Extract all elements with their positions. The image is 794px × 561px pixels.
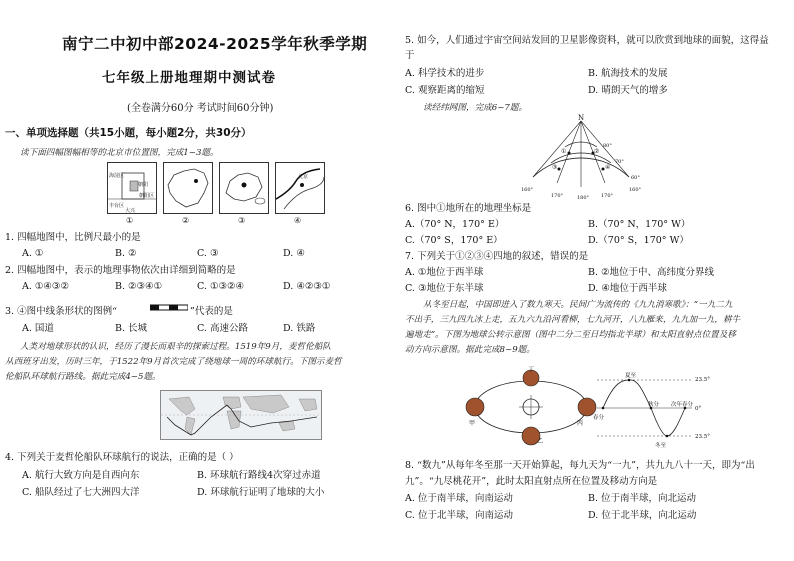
q7-option-d[interactable]: D. ④地位于西半球	[588, 283, 667, 294]
q6-option-b[interactable]: B.（70° N，170° W）	[588, 219, 691, 230]
q7-stem: 7. 下列关于①②③④四地的叙述，错误的是	[405, 251, 589, 262]
exam-title: 七年级上册地理期中测试卷	[102, 70, 276, 86]
q2-stem: 2. 四幅地图中，表示的地理事物依次由详细到简略的是	[5, 265, 236, 276]
q6-stem: 6. 图中①地所在的地理坐标是	[405, 203, 532, 214]
q3-stem-a: 3. ④图中线条形状的图例“	[5, 306, 117, 317]
q7-option-a[interactable]: A. ①地位于西半球	[405, 267, 484, 278]
q5-option-c[interactable]: C. 观察距离的缩短	[405, 85, 485, 96]
map1-label-e: 朝阳区	[139, 193, 155, 199]
q2-option-a[interactable]: A. ①④③②	[22, 281, 69, 292]
sun-label-lat-s: 23.5°	[695, 434, 710, 440]
lat-label-60: 60°	[631, 175, 640, 181]
beijing-map-2	[163, 162, 213, 214]
map-number-2: ②	[182, 216, 190, 225]
graticule-north: N	[578, 114, 585, 122]
q5-option-a[interactable]: A. 科学技术的进步	[405, 68, 485, 79]
point-label-1: ①	[561, 148, 567, 155]
q7-option-c[interactable]: C. ③地位于东半球	[405, 283, 484, 294]
lon-label-1: 160°	[521, 187, 534, 193]
section-title: 一、单项选择题（共15小题，每小题2分，共30分）	[5, 127, 252, 139]
magellan-route-map	[160, 390, 322, 440]
q3-option-c[interactable]: C. 高速公路	[197, 323, 248, 334]
q5-option-d[interactable]: D. 晴朗天气的增多	[588, 85, 668, 96]
point-label-2: ②	[594, 148, 600, 155]
sun-label-xiazhi: 夏至	[625, 373, 637, 379]
exam-info: (全卷满分60分 考试时间60分钟)	[127, 103, 274, 114]
map-number-4: ④	[294, 216, 302, 225]
q3-option-d[interactable]: D. 铁路	[283, 323, 316, 334]
q3-option-a[interactable]: A. 国道	[22, 323, 54, 334]
lat-label-80: 80°	[603, 143, 612, 149]
intro-4-5-line-1: 人类对地球形状的认识，经历了漫长而艰辛的探索过程。1519年9月，麦哲伦船队	[20, 342, 331, 352]
q8-option-a[interactable]: A. 位于南半球，向南运动	[405, 493, 513, 504]
intro-8-9-line-4: 动方向示意图。据此完成8~9题。	[405, 345, 535, 355]
map1-label-city: 朝阳	[138, 182, 149, 188]
sun-label-next-chunfen: 次年春分	[671, 402, 694, 408]
q8-option-c[interactable]: C. 位于北半球，向南运动	[405, 510, 513, 521]
railway-legend-icon	[150, 304, 188, 312]
orbit-label-bing: 丙	[577, 420, 584, 427]
map1-label-w: 丰台区	[109, 203, 125, 209]
point-label-4: ④	[605, 164, 611, 171]
q4-option-a[interactable]: A. 航行大致方向是自西向东	[22, 470, 140, 481]
intro-4-5-line-2: 从西班牙出发，历时三年，于1522年9月首次完成了绕地球一周的环球航行。下图示麦哲	[5, 357, 342, 367]
lon-label-3: 180°	[577, 195, 590, 201]
q1-option-d[interactable]: D. ④	[283, 248, 305, 259]
q3-option-b[interactable]: B. 长城	[115, 323, 148, 334]
lat-label-70: 70°	[615, 159, 624, 165]
q4-stem: 4. 下列关于麦哲伦船队环球航行的说法，正确的是（ ）	[5, 452, 239, 463]
beijing-map-1	[107, 162, 157, 214]
intro-8-9-line-2: 不出手，三九四九冰上走，五九六九沿河看柳，七九河开，八九雁来，九九加一九，耕牛	[405, 315, 741, 325]
map-number-1: ①	[126, 216, 134, 225]
sun-label-lat-0: 0°	[695, 406, 702, 412]
sun-label-dongzhi: 冬至	[655, 443, 667, 449]
school-title: 南宁二中初中部2024-2025学年秋季学期	[62, 35, 368, 53]
orbit-label-ding: 丁	[528, 366, 535, 373]
map1-label-n: 海淀区	[109, 173, 125, 179]
q1-option-c[interactable]: C. ③	[197, 248, 219, 259]
q8-stem-2: 九”。“九尽桃花开”，此时太阳直射点所在位置及移动方向是	[405, 476, 658, 487]
q1-stem: 1. 四幅地图中，比例尺最小的是	[5, 232, 141, 243]
q5-stem-1: 5. 如今，人们通过宇宙空间站发回的卫星影像资料，就可以欣赏到地球的面貌，这得益	[405, 35, 769, 46]
point-label-3: ③	[552, 164, 558, 171]
q2-option-d[interactable]: D. ④②③①	[283, 281, 331, 292]
q8-option-b[interactable]: B. 位于南半球，向北运动	[588, 493, 697, 504]
q4-option-d[interactable]: D. 环球航行证明了地球的大小	[197, 487, 325, 498]
q1-option-b[interactable]: B. ②	[115, 248, 137, 259]
q7-option-b[interactable]: B. ②地位于中、高纬度分界线	[588, 267, 715, 278]
orbit-label-yi: 乙	[537, 438, 544, 445]
orbit-label-jia: 甲	[469, 420, 476, 427]
lon-label-4: 170°	[601, 193, 614, 199]
intro-8-9-line-1: 从冬至日起，中国即进入了数九寒天。民间广为流传的《九九消寒歌》：“一九二九	[423, 300, 733, 310]
q2-option-c[interactable]: C. ①③②④	[197, 281, 245, 292]
q3-stem-b: ”代表的是	[190, 306, 233, 317]
q6-option-c[interactable]: C.（70° S，170° E）	[405, 235, 503, 246]
intro-4-5-line-3: 伦船队环球航行路线。据此完成4~5题。	[5, 372, 161, 382]
q8-option-d[interactable]: D. 位于北半球，向北运动	[588, 510, 697, 521]
q4-option-c[interactable]: C. 船队经过了七大洲四大洋	[22, 487, 140, 498]
q1-option-a[interactable]: A. ①	[22, 248, 44, 259]
intro-6-7: 读经纬网图，完成6~7题。	[423, 103, 528, 113]
q6-option-d[interactable]: D.（70° S，170° W）	[588, 235, 689, 246]
sun-label-chunfen: 春分	[593, 415, 605, 421]
q2-option-b[interactable]: B. ②③④①	[115, 281, 163, 292]
map1-label-s: 大兴	[125, 208, 136, 214]
q5-stem-2: 于	[405, 50, 415, 61]
intro-8-9-line-3: 遍地走”。下图为地球公转示意图（图中二分二至日均指北半球）和太阳直射点位置及移	[405, 330, 736, 340]
beijing-map-4	[275, 162, 325, 214]
lon-label-2: 170°	[551, 193, 564, 199]
sun-label-qiufen: 秋分	[648, 402, 660, 408]
q5-option-b[interactable]: B. 航海技术的发展	[588, 68, 668, 79]
lon-label-5: 160°	[629, 187, 642, 193]
map-number-3: ③	[238, 216, 246, 225]
q6-option-a[interactable]: A.（70° N，170° E）	[405, 219, 505, 230]
intro-1-3: 读下面四幅图幅相等的北京市位置图，完成1~3题。	[20, 148, 219, 158]
q8-stem-1: 8. “数九”从每年冬至那一天开始算起，每九天为“一九”，共九九八十一天，即为“出	[405, 460, 755, 471]
q4-option-b[interactable]: B. 环球航行路线4次穿过赤道	[197, 470, 321, 481]
map4-label: 北京	[298, 174, 309, 180]
beijing-map-3	[219, 162, 269, 214]
sun-label-lat-n: 23.5°	[695, 377, 710, 383]
